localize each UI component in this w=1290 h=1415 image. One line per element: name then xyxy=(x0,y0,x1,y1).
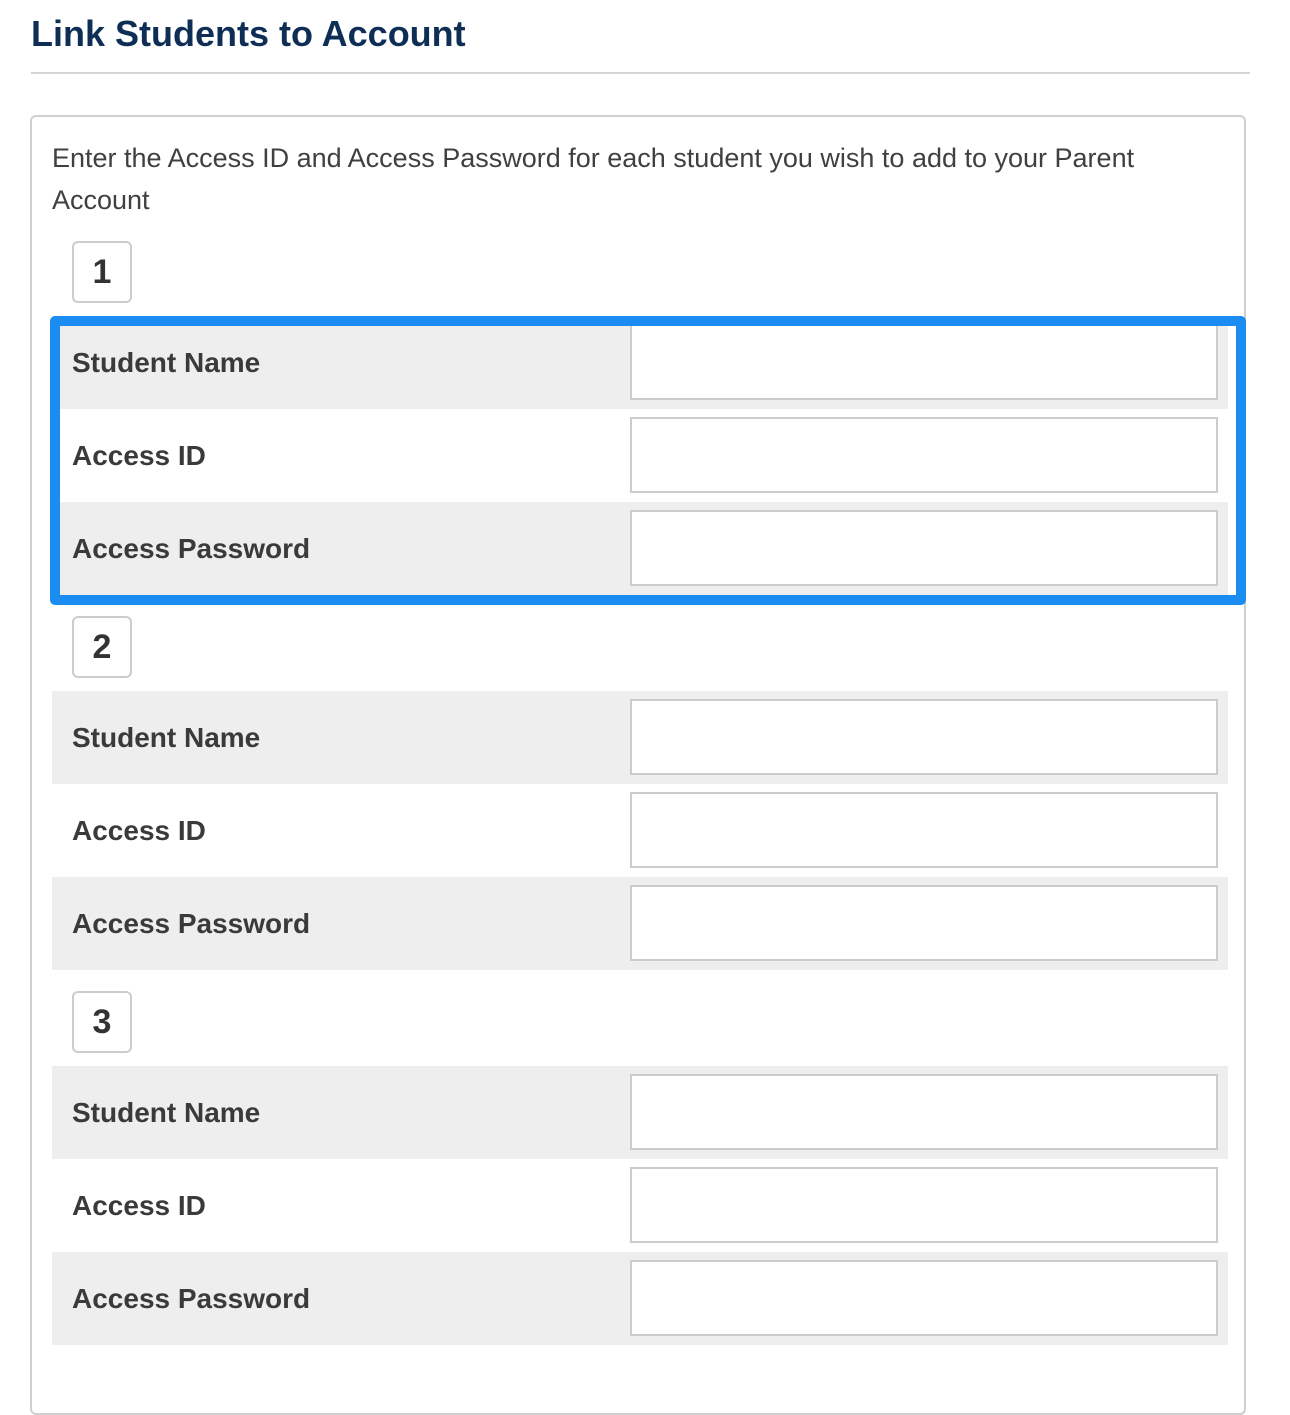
student-name-label: Student Name xyxy=(72,347,261,378)
student-name-row xyxy=(52,1066,1228,1159)
access-password-label: Access Password xyxy=(72,908,311,939)
access-id-label: Access ID xyxy=(72,815,206,846)
access-id-label: Access ID xyxy=(72,1190,206,1221)
student-number-badge: 3 xyxy=(72,991,132,1053)
student-name-input[interactable] xyxy=(630,699,1218,775)
student-name-input[interactable] xyxy=(630,324,1218,400)
access-password-input[interactable] xyxy=(630,885,1218,961)
access-id-row xyxy=(52,1159,1228,1252)
access-id-input[interactable] xyxy=(630,792,1218,868)
access-password-row xyxy=(52,1252,1228,1345)
access-id-input[interactable] xyxy=(630,417,1218,493)
page-title: Link Students to Account xyxy=(31,13,466,54)
access-password-row xyxy=(52,877,1228,970)
student-name-input[interactable] xyxy=(630,1074,1218,1150)
student-fields xyxy=(52,316,1228,595)
access-id-row xyxy=(52,409,1228,502)
title-divider xyxy=(31,72,1250,74)
student-fields xyxy=(52,1066,1228,1345)
student-name-row xyxy=(52,691,1228,784)
instructions-text: Enter the Access ID and Access Password for each student you wish to add to your Parent Account xyxy=(52,143,1135,215)
access-id-row xyxy=(52,784,1228,877)
access-password-input[interactable] xyxy=(630,1260,1218,1336)
student-name-row xyxy=(52,316,1228,409)
access-password-label: Access Password xyxy=(72,1283,311,1314)
access-id-input[interactable] xyxy=(630,1167,1218,1243)
access-id-label: Access ID xyxy=(72,440,206,471)
student-number-badge: 2 xyxy=(72,616,132,678)
student-fields xyxy=(52,691,1228,970)
student-name-label: Student Name xyxy=(72,1097,261,1128)
access-password-label: Access Password xyxy=(72,533,311,564)
student-name-label: Student Name xyxy=(72,722,261,753)
student-number-badge: 1 xyxy=(72,241,132,303)
access-password-row xyxy=(52,502,1228,595)
access-password-input[interactable] xyxy=(630,510,1218,586)
